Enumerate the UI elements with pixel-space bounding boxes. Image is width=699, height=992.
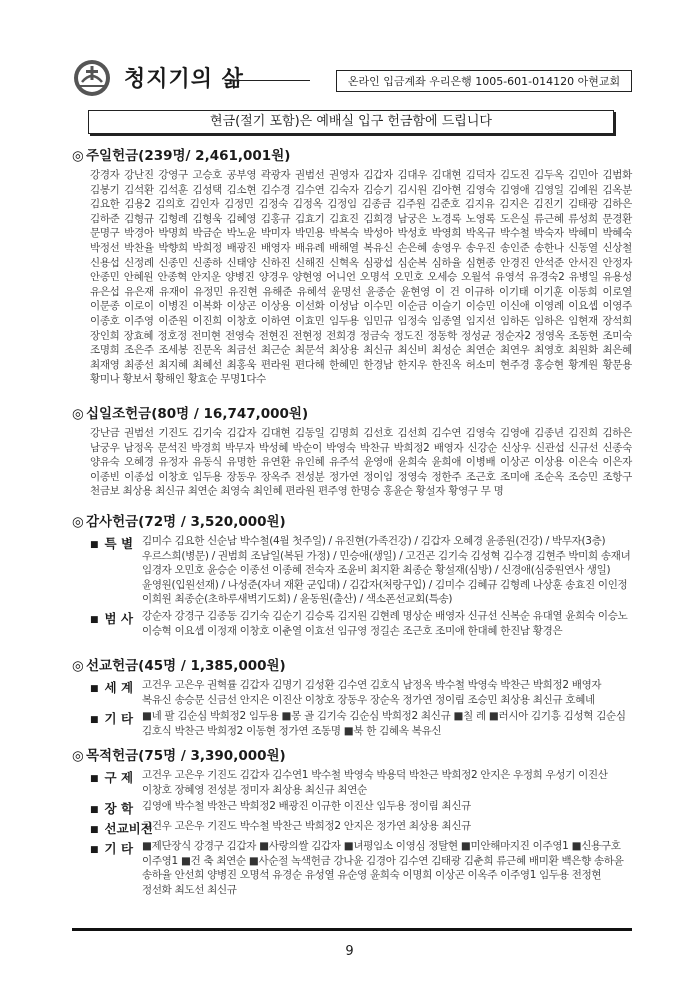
- category-names: 강순자 강경구 김종동 김기숙 김순기 김승록 김지원 김현례 명상순 배영자 신규선 신복순 유대열 윤희숙 이승노 이승혁 이요셉 이정재 이창호 이춘열 이효선 임규영 정길손 조근호 조미애 한대혜 한진남 황경은: [142, 609, 628, 637]
- heading-text: 십일조헌금(80명 / 16,747,000원): [86, 406, 309, 422]
- category-row: [72, 819, 632, 837]
- category-label: ■ 장 학: [90, 801, 134, 817]
- account-info-box: 온라인 입금계좌 우리은행 1005-601-014120 아현교회: [336, 70, 632, 92]
- offering-notice: 현금(절기 포함)은 예배실 입구 헌금함에 드립니다: [88, 110, 614, 134]
- bullet-icon: ◎: [72, 658, 84, 674]
- footer-divider: [72, 928, 632, 931]
- category-label: ■ 세 계: [90, 680, 134, 695]
- section-heading: [72, 146, 632, 166]
- category-label: ■ 기 타: [90, 711, 134, 727]
- square-bullet-icon: ■: [90, 825, 99, 836]
- category-row: [72, 678, 632, 707]
- section-heading: [72, 656, 632, 676]
- category-row: [72, 609, 632, 638]
- donor-names: 강경자 강난진 강영구 고승호 공부영 곽광자 권범선 권영자 김갑자 김대우 김대현 김덕자 김도진 김두옥 김민아 김범화 김봉기 김석환 김석훈 김성택 김소현 김수경 김수연 김숙자 김승기 김시원 김아현 김영숙 김영애 김영일 김예원 김옥분 김요한 김용2 김의호 김인자 김정민 김정숙 김정옥 김정임 김종금 김주원 김준호 김지유 김지은 김진기 김태광 김하은 김하준 김형규 김형례 김형욱 김혜영 김홍규 김효기 김효진 김희경 남궁은 노경록 노영록 도은실 류근혜 류성희 문경환 문명구 박경아 박명희 박금순 박노윤 박미자 박민용 박복숙 박성아 박성호 박영희 박옥규 박수철 박숙자 박혜미 박혜숙 박정선 박찬율 박향희 박희정 배광진 배영자 배유례 배해열 복유신 손은혜 송영우 송우진 송인준 송한나 신동열 신상철 신용섭 신정례 신종민 신종하 신태양 신하진 신해진 신혁옥 심광섭 심순복 심하율 심현종 안경진 안석준 안서진 안정자 안종민 안혜원 안종혁 안지운 양병진 양경우 양현영 어니언 오명석 오민호 오세승 오월석 유영석 유경숙2 유병일 유용성 유은섭 유은재 유재이 유정민 유진현 유해준 유혜석 윤명선 윤종순 윤현영 이 건 이규하 이기태 이기훈 이동희 이로열 이문종 이로이 이병진 이복화 이상곤 이상용 이선화 이성남 이수민 이순금 이슬기 이승민 이신애 이영례 이요셉 이영주 이종호 이주영 이준원 이진희 이창호 이하연 이효민 임두용 임민규 임정숙 임종열 임지선 임하돈 임하은 임현재 장석희 장인희 장효혜 정호정 전미현 전영숙 전현진 전현정 전희경 정금숙 정도진 정동학 정성균 정순자2 정영옥 조동현 조미숙 조명희 조은주 조세봉 진문옥 최금선 최근순 최문석 최상용 최신규 최신비 최성순 최연순 최연우 최영호 최원화 최은혜 최재영 최종선 최지혜 최혜선 최홍욱 편라원 편다해 한혜민 한경남 한지우 한진옥 허소미 현주경 홍승현 황계원 황문용 황미나 황보서 황해인 황효순 무명1다수: [90, 169, 632, 386]
- category-row: [72, 839, 632, 897]
- square-bullet-icon: ■: [90, 684, 99, 694]
- bullet-icon: ◎: [72, 514, 84, 530]
- category-label: ■ 특 별: [90, 536, 134, 551]
- square-bullet-icon: ■: [90, 715, 99, 726]
- section-heading: [72, 404, 632, 424]
- heading-text: 선교헌금(45명 / 1,385,000원): [86, 658, 286, 674]
- section-thanksgiving: [72, 512, 632, 638]
- church-logo-icon: [72, 58, 112, 98]
- category-names: ■제단장식 강경구 김갑자 ■사랑의쌀 김갑자 ■녀평임소 이영심 정탈현 ■미안해마지진 이주영1 ■신용구호 이주영1 ■건 축 최연순 ■사순절 녹색헌금 강나윤 김경아 김수연 김태광 김춘희 류근혜 배미환 백은향 송하윤 송하율 안선희 양병진 오명석 유경순 유성열 유순영 윤희숙 이명희 이상곤 이옥주 이주영1 임두용 전정현 정선화 최도선 최신규: [142, 840, 624, 896]
- bullet-icon: ◎: [72, 406, 84, 422]
- bullet-icon: ◎: [72, 748, 84, 764]
- section-purpose: [72, 746, 632, 898]
- section-heading: [72, 512, 632, 532]
- category-names: 고건우 고은우 기진도 김갑자 김수연1 박수철 박영숙 박용덕 박찬근 박희정2 안지은 우정희 우성기 이진산 이창호 장혜영 전성분 정미자 최상용 최신규 최연순: [142, 769, 608, 796]
- section-mission: [72, 656, 632, 738]
- square-bullet-icon: ■: [90, 540, 99, 550]
- page-title: 청지기의 삶: [124, 67, 244, 92]
- bullet-icon: ◎: [72, 148, 84, 164]
- square-bullet-icon: ■: [90, 845, 99, 856]
- category-names: 고건우 고은우 권혁률 김갑자 김명기 김성환 김수연 김호식 남정옥 박수철 박영숙 박찬근 박희정2 배영자 복유신 송승문 신금선 안지은 이진산 이창호 장동우 장순옥 정가연 정이림 조승민 최상용 최신규 호혜네: [142, 679, 602, 706]
- section-heading: [72, 746, 632, 766]
- square-bullet-icon: ■: [90, 774, 99, 784]
- square-bullet-icon: ■: [90, 614, 99, 625]
- category-names: 김미수 김요한 신순남 박수철(4월 첫주일) / 유진현(가족건강) / 김갑자 오혜경 윤종원(건강) / 박무자(3층) 우르스희(병문) / 권범희 조남일(복된 가정) / 민승애(생일) / 고건곤 김기숙 김성혁 김수경 김현주 박미희 송재녀 임경자 오민호 윤승순 이종선 이종혜 전숙자 조윤비 최지환 최종순 황설재(심방) / 신경애(심중원연사 생일) 윤영원(입원선재) / 나성준(자녀 재환 군입대) / 김갑자(처랑구입) / 김미수 김혜규 김형례 나상훈 송효진 이인정 이희원 최종순(초하루새벽기도회) / 윤동원(출산) / 색소폰선교회(특송): [142, 535, 631, 606]
- section-sunday-offering: [72, 146, 632, 387]
- section-tithe: [72, 404, 632, 499]
- square-bullet-icon: ■: [90, 805, 99, 816]
- category-names: 김영애 박수철 박찬근 박희정2 배광진 이규한 이진산 임두용 정이림 최신규: [142, 800, 472, 813]
- page-number: 9: [345, 944, 354, 959]
- page-header: [72, 56, 632, 100]
- heading-text: 목적헌금(75명 / 3,390,000원): [86, 748, 286, 764]
- donor-names: 강난금 권범선 기진도 김기숙 김갑자 김대현 김동일 김명희 김선호 김선희 김수연 김영숙 김영애 김종년 김진희 김하은 남궁우 남정옥 문석진 박경희 박무자 박성혜 박순이 박영숙 박찬규 박희정2 배영자 신강순 신상우 신관섭 신규선 신종숙 양유숙 오혜경 유정자 유동식 유명한 유연환 유인혜 유주석 윤영애 윤희숙 윤희애 이병배 이상곤 이상용 이은숙 이은자 이종빈 이종섭 이창호 임두용 장동우 장옥주 전성분 정가연 정이임 정영숙 정한주 조근호 조미애 조순옥 조승민 조항구 천금보 최상용 최신규 최연순 최영숙 최인혜 편라원 편주영 한명승 홍윤순 황설자 황영구 무 명: [90, 427, 632, 498]
- category-label: ■ 구 제: [90, 770, 134, 785]
- title-divider: [232, 80, 310, 81]
- category-label: ■ 범 사: [90, 610, 134, 626]
- category-names: ■네 팔 김순심 박희정2 임두용 ■몽 골 김기숙 김순심 박희정2 최신규 ■칠 레 ■러시아 김기흥 김성혁 김순심 김호식 박찬근 박희정2 이동현 정가연 조동명 ■북 한 김혜옥 복유신: [142, 710, 626, 737]
- category-row: [72, 709, 632, 738]
- category-label: ■ 기 타: [90, 841, 134, 857]
- heading-text: 감사헌금(72명 / 3,520,000원): [86, 514, 286, 530]
- category-row: [72, 799, 632, 817]
- category-row: [72, 768, 632, 797]
- category-label: ■ 선교비전: [90, 821, 153, 837]
- heading-text: 주일헌금(239명/ 2,461,001원): [86, 148, 291, 164]
- category-row: [72, 534, 632, 607]
- category-names: 고건우 고은우 기진도 박수철 박찬근 박희정2 안지은 정가연 최상용 최신규: [142, 820, 472, 833]
